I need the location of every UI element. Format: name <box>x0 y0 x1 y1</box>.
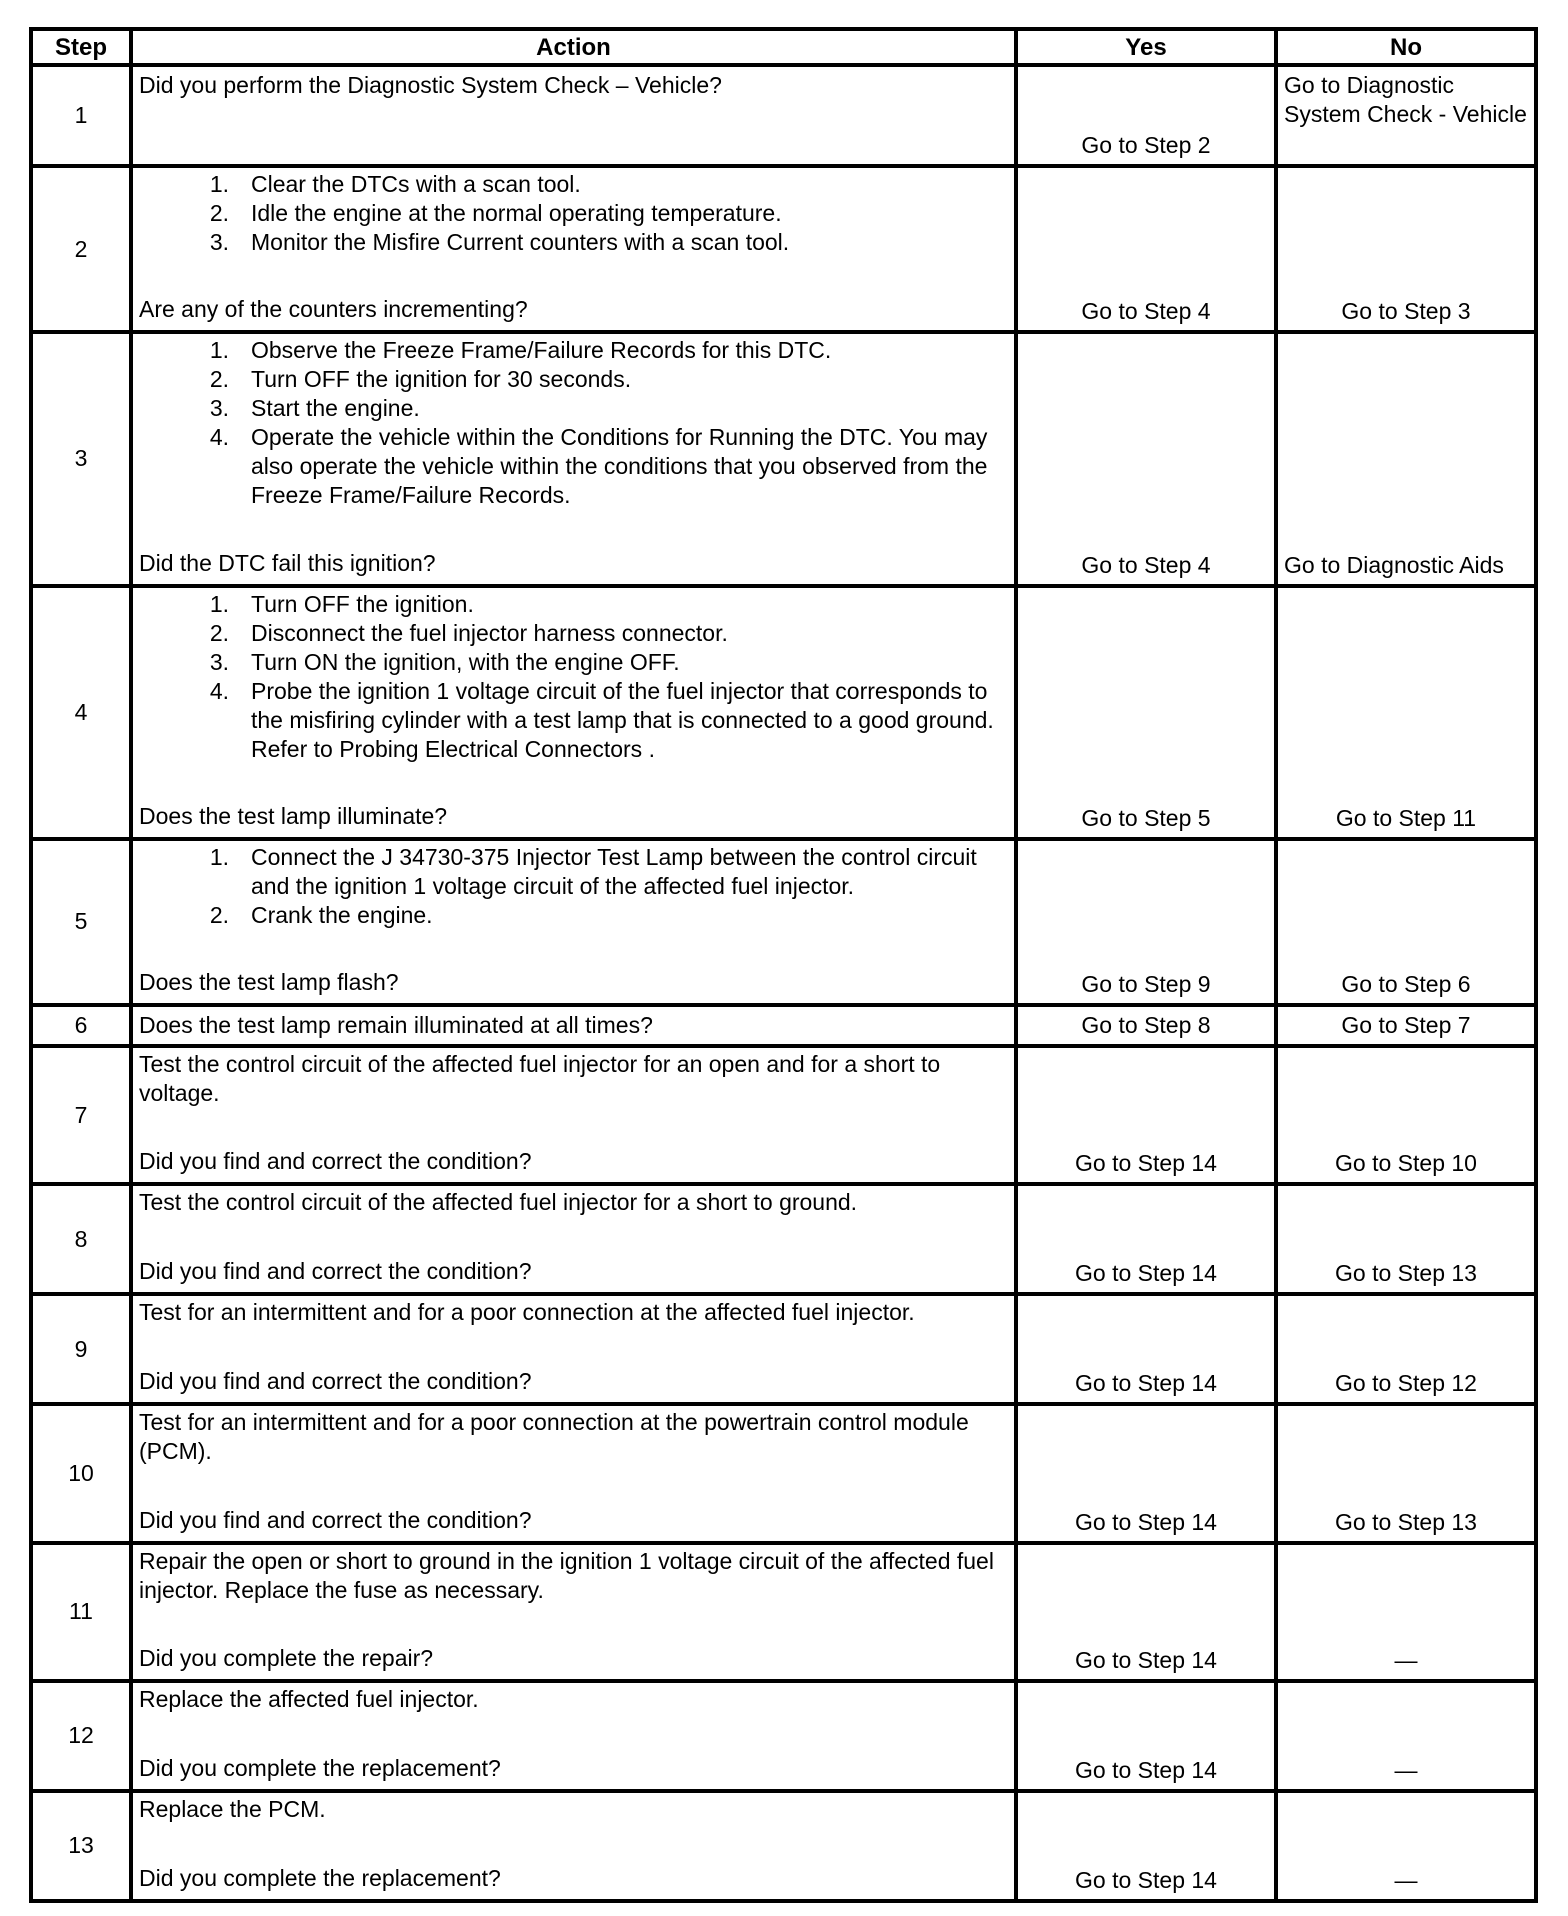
table-row <box>31 1681 1536 1791</box>
action-question: Did you find and correct the condition? <box>139 1258 532 1285</box>
yes-cell: Go to Step 9 <box>1016 839 1276 1005</box>
action-list <box>139 170 1008 257</box>
action-list <box>139 590 1008 764</box>
list-item: 3. Monitor the Misfire Current counters with a scan tool. <box>209 229 790 256</box>
table-row <box>31 586 1536 839</box>
step-number: 1 <box>31 65 131 166</box>
action-cell <box>131 586 1016 839</box>
action-text: Test for an intermittent and for a poor connection at the powertrain control module (PCM). <box>139 1409 969 1465</box>
action-cell <box>131 1046 1016 1184</box>
action-cell <box>131 1404 1016 1542</box>
yes-cell: Go to Step 14 <box>1016 1294 1276 1404</box>
step-number: 12 <box>31 1681 131 1791</box>
yes-cell: Go to Step 14 <box>1016 1543 1276 1681</box>
action-cell <box>131 1791 1016 1901</box>
action-question: Does the test lamp illuminate? <box>139 802 448 829</box>
action-question: Did you find and correct the condition? <box>139 1506 532 1533</box>
no-cell: — <box>1276 1681 1536 1791</box>
step-number: 7 <box>31 1046 131 1184</box>
step-number: 6 <box>31 1005 131 1046</box>
step-number: 11 <box>31 1543 131 1681</box>
action-question: Did you find and correct the condition? <box>139 1148 532 1175</box>
step-number: 3 <box>31 332 131 585</box>
step-number: 2 <box>31 166 131 332</box>
action-text: Replace the affected fuel injector. <box>139 1685 479 1712</box>
action-cell <box>131 1184 1016 1294</box>
step-number: 4 <box>31 586 131 839</box>
no-cell: Go to Step 12 <box>1276 1294 1536 1404</box>
table-row <box>31 1005 1536 1046</box>
action-question: Does the test lamp flash? <box>139 968 399 995</box>
no-cell: Go to Step 3 <box>1276 166 1536 332</box>
action-text: Replace the PCM. <box>139 1795 326 1822</box>
table-row <box>31 1046 1536 1184</box>
action-cell <box>131 332 1016 585</box>
action-question: Are any of the counters incrementing? <box>139 296 528 323</box>
yes-cell: Go to Step 14 <box>1016 1404 1276 1542</box>
list-item: 2. Idle the engine at the normal operating temperature. <box>209 200 782 227</box>
step-number: 13 <box>31 1791 131 1901</box>
step-number: 10 <box>31 1404 131 1542</box>
list-item: 3. Turn ON the ignition, with the engine OFF. <box>209 648 680 675</box>
step-number: 9 <box>31 1294 131 1404</box>
action-text: Test the control circuit of the affected fuel injector for a short to ground. <box>139 1189 858 1216</box>
no-cell: Go to Step 13 <box>1276 1184 1536 1294</box>
no-cell: Go to Step 7 <box>1276 1005 1536 1046</box>
action-question: Did you complete the replacement? <box>139 1754 501 1781</box>
list-item: 2. Turn OFF the ignition for 30 seconds. <box>209 366 632 393</box>
no-cell: Go to Step 10 <box>1276 1046 1536 1184</box>
action-cell <box>131 839 1016 1005</box>
action-question: Did you complete the repair? <box>139 1644 434 1671</box>
table-row <box>31 332 1536 585</box>
step-number: 8 <box>31 1184 131 1294</box>
header-no: No <box>1276 29 1536 65</box>
list-item: 4. Probe the ignition 1 voltage circuit of the fuel injector that corresponds to the misfiring cylinder with a test lamp that is connected to a good ground. Refer to Probing Electrical Connectors . <box>209 677 994 762</box>
yes-cell: Go to Step 8 <box>1016 1005 1276 1046</box>
table-row <box>31 166 1536 332</box>
yes-cell: Go to Step 14 <box>1016 1681 1276 1791</box>
list-item: 2. Crank the engine. <box>209 901 433 928</box>
header-yes: Yes <box>1016 29 1276 65</box>
action-cell <box>131 1681 1016 1791</box>
list-item: 1. Turn OFF the ignition. <box>209 590 474 617</box>
yes-cell: Go to Step 4 <box>1016 332 1276 585</box>
header-step: Step <box>31 29 131 65</box>
action-question: Did the DTC fail this ignition? <box>139 549 436 576</box>
no-cell: Go to Step 13 <box>1276 1404 1536 1542</box>
action-list <box>139 336 1008 510</box>
no-cell: Go to Diagnostic Aids <box>1276 332 1536 585</box>
no-cell: Go to Step 6 <box>1276 839 1536 1005</box>
step-number: 5 <box>31 839 131 1005</box>
list-item: 2. Disconnect the fuel injector harness connector. <box>209 619 728 646</box>
action-cell <box>131 1543 1016 1681</box>
action-cell <box>131 1294 1016 1404</box>
table-row <box>31 65 1536 166</box>
list-item: 1. Connect the J 34730-375 Injector Test Lamp between the control circuit and the ignition 1 voltage circuit of the affected fuel injector. <box>209 843 977 899</box>
yes-cell: Go to Step 2 <box>1016 65 1276 166</box>
action-list <box>139 843 1008 930</box>
table-row <box>31 1294 1536 1404</box>
no-cell: Go to Step 11 <box>1276 586 1536 839</box>
action-text: Did you perform the Diagnostic System Check – Vehicle? <box>131 65 1016 166</box>
action-question: Did you find and correct the condition? <box>139 1368 532 1395</box>
action-question: Did you complete the replacement? <box>139 1865 501 1891</box>
list-item: 1. Observe the Freeze Frame/Failure Records for this DTC. <box>209 337 832 364</box>
action-cell <box>131 166 1016 332</box>
list-item: 3. Start the engine. <box>209 395 420 422</box>
table-row <box>31 1791 1536 1901</box>
action-text: Test for an intermittent and for a poor connection at the affected fuel injector. <box>139 1299 915 1326</box>
table-row <box>31 1184 1536 1294</box>
action-text: Does the test lamp remain illuminated at all times? <box>131 1005 1016 1046</box>
table-row <box>31 1543 1536 1681</box>
no-cell: — <box>1276 1791 1536 1901</box>
table-row <box>31 839 1536 1005</box>
no-cell: — <box>1276 1543 1536 1681</box>
header-action: Action <box>131 29 1016 65</box>
list-item: 1. Clear the DTCs with a scan tool. <box>209 171 581 198</box>
action-text: Test the control circuit of the affected fuel injector for an open and for a short to voltage. <box>139 1051 941 1107</box>
yes-cell: Go to Step 14 <box>1016 1184 1276 1294</box>
header-row <box>31 29 1536 65</box>
diagnostic-table <box>29 27 1538 1903</box>
no-cell: Go to Diagnostic System Check - Vehicle <box>1276 65 1536 166</box>
table-row <box>31 1404 1536 1542</box>
list-item: 4. Operate the vehicle within the Conditions for Running the DTC. You may also operate the vehicle within the conditions that you observed from the Freeze Frame/Failure Records. <box>209 424 988 509</box>
yes-cell: Go to Step 4 <box>1016 166 1276 332</box>
yes-cell: Go to Step 14 <box>1016 1791 1276 1901</box>
yes-cell: Go to Step 5 <box>1016 586 1276 839</box>
action-text: Repair the open or short to ground in the ignition 1 voltage circuit of the affected fuel injector. Replace the fuse as necessary. <box>139 1547 994 1603</box>
yes-cell: Go to Step 14 <box>1016 1046 1276 1184</box>
